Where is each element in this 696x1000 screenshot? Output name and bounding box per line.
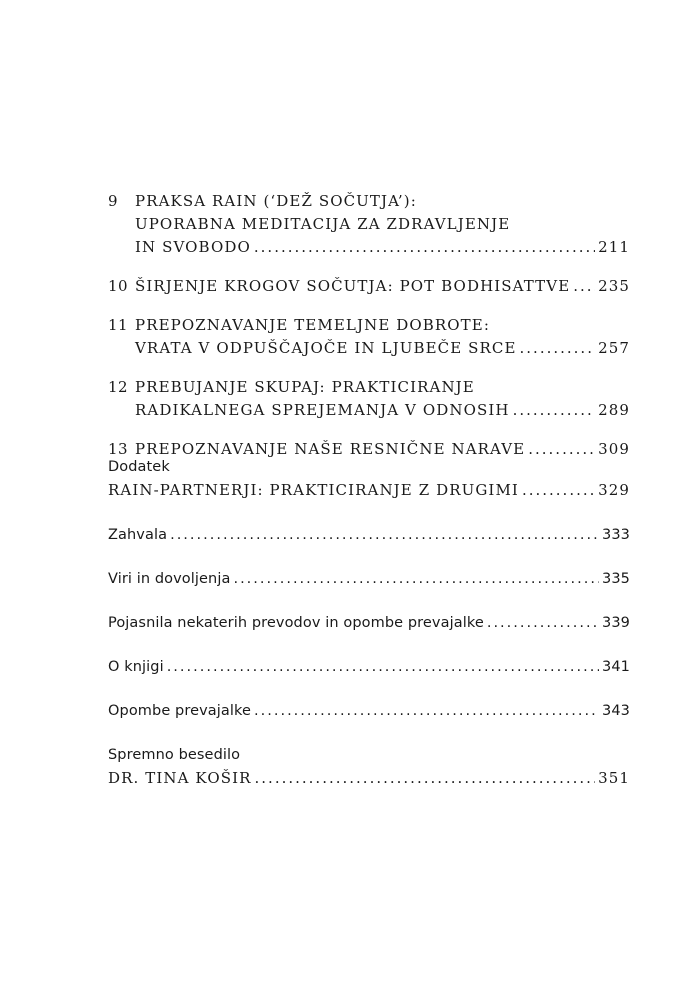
page-number: 211 xyxy=(598,238,630,256)
chapter-number: 12 xyxy=(108,378,129,396)
page-number: 333 xyxy=(602,527,630,543)
dot-leader xyxy=(254,700,599,723)
chapter-title-line: VRATA V ODPUŠČAJOČE IN LJUBEČE SRCE xyxy=(135,339,517,357)
entry-title: Opombe prevajalke xyxy=(108,703,252,719)
toc-afterword[interactable] xyxy=(108,744,630,790)
toc-entry-translation-notes[interactable] xyxy=(108,612,630,635)
toc-entry-acknowledgements[interactable] xyxy=(108,524,630,547)
dot-leader xyxy=(170,524,599,547)
chapter-title-line: PRAKSA RAIN (‘DEŽ SOČUTJA’): xyxy=(135,192,417,210)
back-matter-list xyxy=(108,456,630,811)
page-number: 235 xyxy=(598,277,630,295)
chapter-title-line: PREPOZNAVANJE TEMELJNE DOBROTE: xyxy=(135,316,490,334)
toc-entry-sources[interactable] xyxy=(108,568,630,591)
toc-chapter-12[interactable] xyxy=(108,376,630,422)
chapter-number: 13 xyxy=(108,440,129,458)
chapter-number: 11 xyxy=(108,316,129,334)
page-number: 289 xyxy=(598,401,630,419)
chapter-title-line: PREPOZNAVANJE NAŠE RESNIČNE NARAVE xyxy=(135,440,526,458)
dot-leader xyxy=(167,656,599,679)
dot-leader xyxy=(513,399,596,422)
entry-title: O knjigi xyxy=(108,659,164,675)
dot-leader xyxy=(573,275,595,298)
appendix-heading: Dodatek xyxy=(108,459,170,475)
toc-chapter-10[interactable] xyxy=(108,275,630,298)
dot-leader xyxy=(522,479,595,502)
chapter-number: 10 xyxy=(108,277,129,295)
appendix-title: RAIN-PARTNERJI: PRAKTICIRANJE Z DRUGIMI xyxy=(108,481,519,499)
toc-entry-about-book[interactable] xyxy=(108,656,630,679)
page-number: 335 xyxy=(602,571,630,587)
dot-leader xyxy=(254,236,595,259)
chapter-title-line: PREBUJANJE SKUPAJ: PRAKTICIRANJE xyxy=(135,378,475,396)
dot-leader xyxy=(520,337,596,360)
chapter-title-line: RADIKALNEGA SPREJEMANJA V ODNOSIH xyxy=(135,401,510,419)
page-number: 329 xyxy=(598,481,630,499)
afterword-heading: Spremno besedilo xyxy=(108,747,241,763)
dot-leader xyxy=(487,612,599,635)
entry-title: Viri in dovoljenja xyxy=(108,571,231,587)
chapter-number: 9 xyxy=(108,192,119,210)
page-number: 339 xyxy=(602,615,630,631)
chapter-list xyxy=(108,190,630,477)
chapter-title-line: UPORABNA MEDITACIJA ZA ZDRAVLJENJE xyxy=(135,215,511,233)
page-number: 343 xyxy=(602,703,630,719)
afterword-author: DR. TINA KOŠIR xyxy=(108,769,252,787)
chapter-title-line: ŠIRJENJE KROGOV SOČUTJA: POT BODHISATTVE xyxy=(135,277,571,295)
dot-leader xyxy=(255,767,596,790)
toc-chapter-9[interactable] xyxy=(108,190,630,259)
entry-title: Pojasnila nekaterih prevodov in opombe prevajalke xyxy=(108,615,484,631)
page-number: 341 xyxy=(602,659,630,675)
page-number: 351 xyxy=(598,769,630,787)
page-number: 257 xyxy=(598,339,630,357)
toc-chapter-11[interactable] xyxy=(108,314,630,360)
page-number: 309 xyxy=(598,440,630,458)
chapter-title-line: IN SVOBODO xyxy=(135,238,251,256)
entry-title: Zahvala xyxy=(108,527,168,543)
toc-entry-translator-notes[interactable] xyxy=(108,700,630,723)
dot-leader xyxy=(233,568,599,591)
toc-appendix[interactable] xyxy=(108,456,630,502)
